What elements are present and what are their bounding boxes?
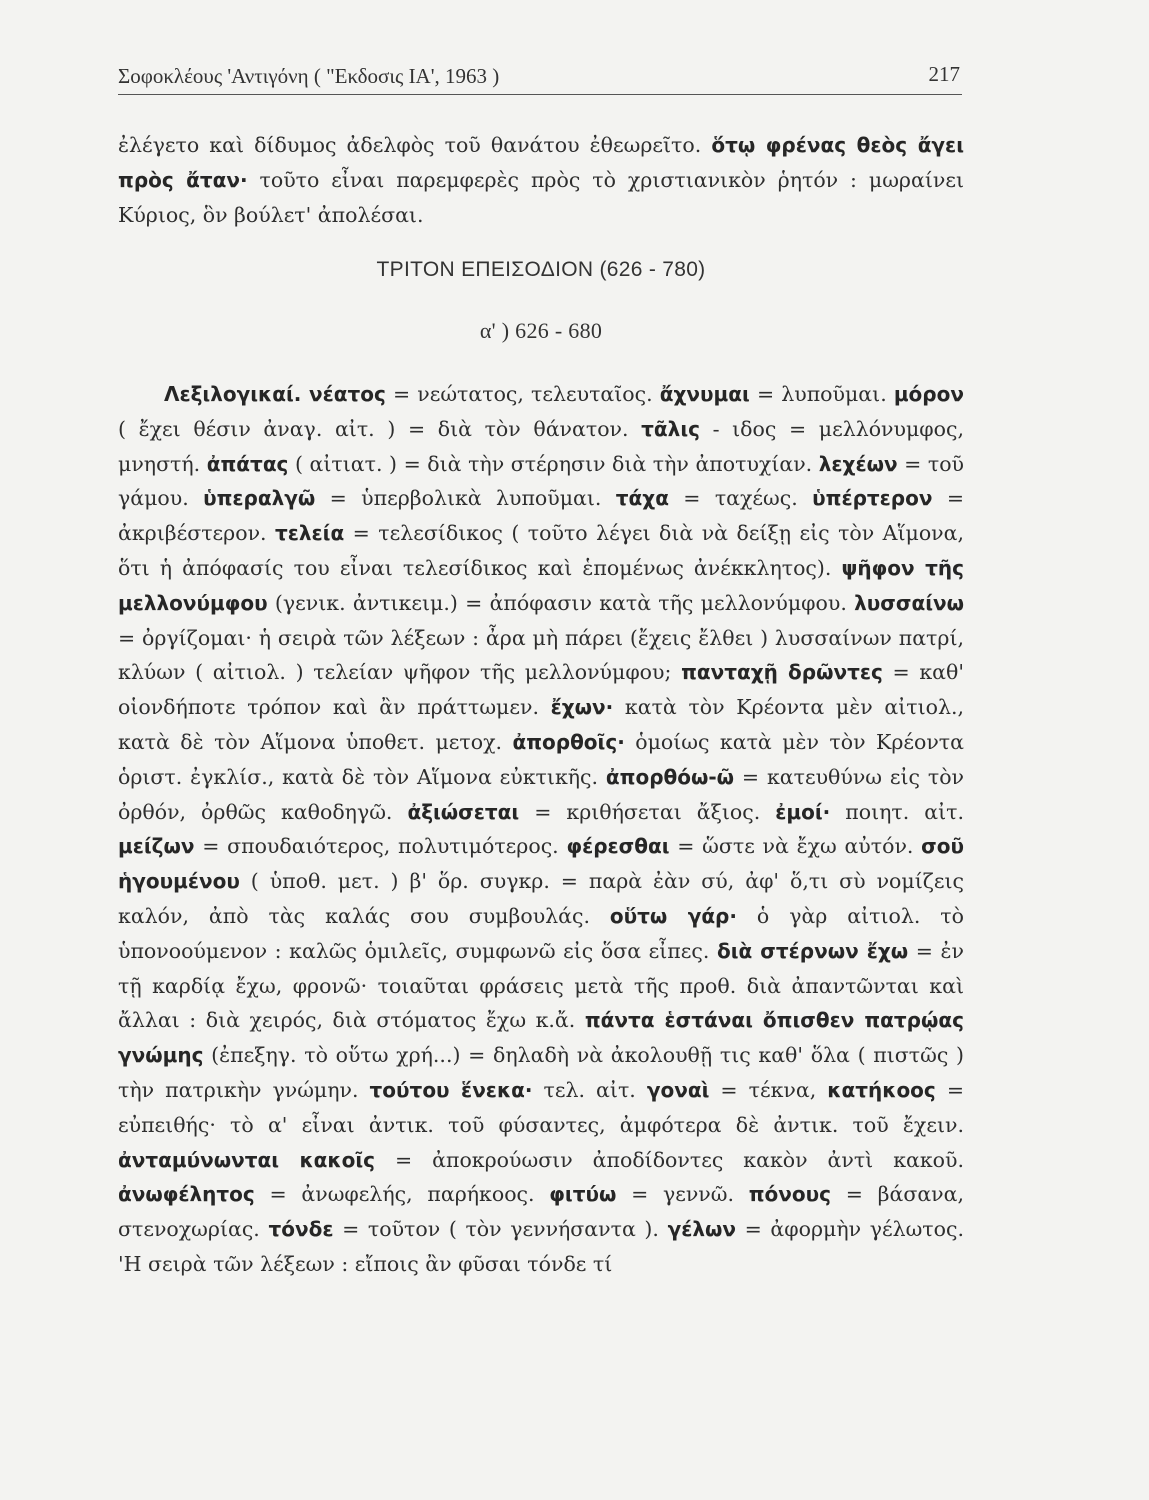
definition-text: τοῦτο εἶναι παρεμφερὲς πρὸς τὸ χριστιανικὸν ῥητόν : μωραίνει Κύριος, ὃν βούλετ' ἀπολέσαι. — [118, 167, 964, 227]
headword: ἀπάτας — [206, 451, 289, 476]
headword: φέρεσθαι — [566, 834, 670, 859]
page-number: 217 — [928, 62, 960, 86]
headword: τελεία — [275, 521, 345, 546]
definition-text: = καθ' οἱονδήποτε τρόπον καὶ ἂν πράττωμεν. — [118, 660, 965, 720]
definition-text: ὁμοίως κατὰ μὲν τὸν Κρέοντα ὁριστ. ἐγκλίσ., κατὰ δὲ τὸν Αἵμονα εὐκτικῆς. — [118, 729, 964, 789]
definition-text: ( ἔχει θέσιν ἀναγ. αἰτ. ) = διὰ τὸν θάνατον. — [118, 416, 642, 441]
headword: ἀπορθόω-ῶ — [605, 764, 735, 789]
definition-text: = ὥστε νὰ ἔχω αὐτόν. — [669, 834, 922, 859]
headword: ἀνταμύνωνται κακοῖς — [118, 1147, 375, 1172]
headword: πόνους — [748, 1182, 832, 1207]
section-title: ΤΡΙΤΟΝ ΕΠΕΙΣΟΔΙΟΝ (626 - 780) — [376, 258, 706, 281]
glossary-paragraph — [118, 377, 964, 1282]
definition-text: = σπουδαιότερος, πολυτιμότερος. — [194, 834, 567, 859]
intro-text — [118, 128, 964, 232]
headword: λυσσαίνω — [854, 590, 964, 615]
definition-text: = γεννῶ. — [616, 1182, 749, 1207]
headword: ἄχνυμαι — [659, 382, 750, 406]
definition-text: ὁ γὰρ αἰτιολ. τὸ ὑπονοούμενον : καλῶς ὁμιλεῖς, συμφωνῶ εἰς ὅσα εἶπες. — [118, 903, 964, 963]
headword: μόρον — [893, 382, 964, 406]
headword: τούτου ἕνεκα· — [369, 1077, 533, 1102]
headword: λεχέων — [818, 451, 898, 476]
definition-text: ( ὑποθ. μετ. ) β' ὅρ. συγκρ. = παρὰ ἐὰν σύ, ἀφ' ὅ,τι σὺ νομίζεις καλόν, ἀπὸ τὰς καλάς σου συμβουλάς. — [118, 869, 964, 928]
definition-text: κατὰ τὸν Κρέοντα μὲν αἰτιολ., κατὰ δὲ τὸν Αἵμονα ὑποθετ. μετοχ. — [118, 695, 964, 754]
definition-text: = ὑπερβολικὰ λυποῦμαι. — [315, 486, 616, 511]
definition-text: = νεώτατος, τελευταῖος. — [385, 382, 660, 406]
definition-text: = τοῦ γάμου. — [118, 451, 964, 511]
running-title: Σοφοκλέους 'Αντιγόνη ( "Εκδοσις ΙΑ', 1963 ) — [118, 64, 500, 88]
definition-text: (γενικ. ἀντικειμ.) = ἀπόφασιν κατὰ τῆς μελλονύμφου. — [267, 590, 855, 615]
definition-text: ἐλέγετο καὶ δίδυμος ἀδελφὸς τοῦ θανάτου ἐθεωρεῖτο. — [118, 133, 712, 157]
definition-text: = κριθήσεται ἄξιος. — [519, 799, 776, 824]
headword: πανταχῇ δρῶντες — [681, 660, 883, 685]
definition-text: ( αἰτιατ. ) = διὰ τὴν στέρησιν διὰ τὴν ἀποτυχίαν. — [288, 451, 819, 476]
glossary-text — [118, 377, 964, 1282]
definition-text: = ἀποκρούωσιν ἀποδίδοντες κακὸν ἀντὶ κακοῦ. — [375, 1147, 964, 1172]
headword: Λεξιλογικαί. νέατος — [164, 382, 386, 406]
definition-text: = ἀνωφελής, παρήκοος. — [254, 1182, 550, 1207]
headword: γοναὶ — [646, 1077, 710, 1102]
definition-text: - ιδος = μελλόνυμφος, μνηστή. — [118, 416, 964, 476]
definition-text: = ἀκριβέστερον. — [118, 486, 965, 546]
headword: τόνδε — [268, 1217, 334, 1242]
headword: ὅτῳ φρένας θεὸς ἄγει πρὸς ἄταν· — [118, 133, 964, 192]
headword: ἀξιώσεται — [407, 799, 520, 824]
headword: τᾶλις — [641, 416, 700, 441]
headword: μείζων — [118, 834, 195, 859]
headword: ἔχων· — [550, 695, 614, 720]
definition-text: = τέκνα, — [709, 1077, 828, 1102]
headword: σοῦ ἡγουμένου — [118, 834, 964, 894]
headword: διὰ στέρνων ἔχω — [716, 938, 909, 963]
definition-text: τελ. αἰτ. — [532, 1077, 647, 1102]
headword: οὕτω γάρ· — [609, 903, 737, 928]
headword: γέλων — [667, 1217, 736, 1242]
subsection-title: α' ) 626 - 680 — [479, 318, 603, 343]
headword: κατήκοος — [827, 1077, 936, 1102]
running-header — [118, 56, 962, 95]
definition-text: = βάσανα, στενοχωρίας. — [118, 1182, 964, 1242]
headword: πάντα ἑστάναι ὄπισθεν πατρῴας γνώμης — [118, 1008, 964, 1068]
definition-text: = ὀργίζομαι· ἡ σειρὰ τῶν λέξεων : ἆρα μὴ πάρει (ἔχεις ἔλθει ) λυσσαίνων πατρί, κλύων ( αἰτιολ. ) τελείαν ψῆφον τῆς μελλονύμφου; — [118, 625, 964, 685]
headword: ὑπέρτερον — [812, 486, 933, 511]
definition-text: = ταχέως. — [668, 486, 813, 511]
definition-text: = λυποῦμαι. — [749, 382, 894, 406]
headword: ὑπεραλγῶ — [203, 486, 316, 511]
headword: ψῆφον τῆς μελλονύμφου — [118, 555, 964, 615]
headword: ἀπορθοῖς· — [512, 729, 625, 754]
headword: ἐμοί· — [775, 799, 831, 824]
intro-paragraph — [118, 128, 964, 232]
headword: τάχα — [615, 486, 669, 511]
definition-text: (ἐπεξηγ. τὸ οὕτω χρή...) = δηλαδὴ νὰ ἀκολουθῇ τις καθ' ὅλα ( πιστῶς ) τὴν πατρικὴν γνώμην. — [118, 1043, 964, 1102]
definition-text: = τοῦτον ( τὸν γεννήσαντα ). — [333, 1217, 668, 1242]
definition-text: = εὐπειθής· τὸ α' εἶναι ἀντικ. τοῦ φύσαντες, ἀμφότερα δὲ ἀντικ. τοῦ ἔχειν. — [118, 1077, 965, 1137]
headword: φιτύω — [549, 1182, 617, 1207]
definition-text: ποιητ. αἰτ. — [830, 799, 964, 824]
headword: ἀνωφέλητος — [118, 1182, 255, 1207]
definition-text: = ἀφορμὴν γέλωτος. 'Η σειρὰ τῶν λέξεων : εἴποις ἂν φῦσαι τόνδε τί — [118, 1217, 964, 1276]
definition-text: = κατευθύνω εἰς τὸν ὀρθόν, ὀρθῶς καθοδηγῶ. — [118, 764, 964, 824]
definition-text: = τελεσίδικος ( τοῦτο λέγει διὰ νὰ δείξῃ εἰς τὸν Αἵμονα, ὅτι ἡ ἀπόφασίς του εἶναι τελεσίδικος καὶ ἑπομένως ἀνέκκλητος). — [118, 521, 965, 580]
definition-text: = ἐν τῇ καρδίᾳ ἔχω, φρονῶ· τοιαῦται φράσεις μετὰ τῆς προθ. διὰ ἀπαντῶνται καὶ ἄλλαι : διὰ χειρός, διὰ στόματος ἔχω κ.ἄ. — [118, 938, 964, 1033]
